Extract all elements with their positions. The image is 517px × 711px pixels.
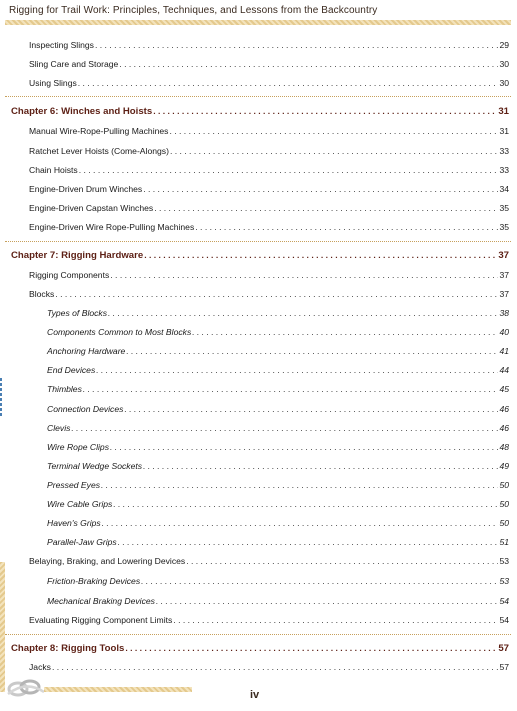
toc-entry[interactable]: Engine-Driven Capstan Winches . . . 35 <box>29 203 509 213</box>
toc-chapter-heading[interactable]: Chapter 8: Rigging Tools . . . 57 <box>11 643 509 654</box>
toc-subentry[interactable]: Thimbles . . . 45 <box>47 384 509 394</box>
toc-entry[interactable]: Blocks . . . 37 <box>29 289 509 299</box>
toc-subentry[interactable]: Components Common to Most Blocks . . . 40 <box>47 327 509 337</box>
toc-entry[interactable]: Engine-Driven Wire Rope-Pulling Machines . . . 35 <box>29 222 509 232</box>
toc-subentry[interactable]: End Devices . . . 44 <box>47 365 509 375</box>
toc-entry[interactable]: Using Slings . . . 30 <box>29 78 509 88</box>
toc-subentry[interactable]: Types of Blocks . . . 38 <box>47 308 509 318</box>
toc-entry[interactable]: Jacks . . . 57 <box>29 662 509 672</box>
section-divider <box>5 241 511 243</box>
toc-entry[interactable]: Inspecting Slings . . . 29 <box>29 40 509 50</box>
toc-entry[interactable]: Manual Wire-Rope-Pulling Machines . . . 31 <box>29 126 509 136</box>
rope-knot-icon <box>6 676 46 698</box>
section-divider <box>5 634 511 636</box>
toc-entry[interactable]: Belaying, Braking, and Lowering Devices . . . 53 <box>29 556 509 566</box>
toc-chapter-heading[interactable]: Chapter 7: Rigging Hardware . . . 37 <box>11 250 509 261</box>
toc-chapter-heading[interactable]: Chapter 6: Winches and Hoists . . . 31 <box>11 106 509 117</box>
running-header: Rigging for Trail Work: Principles, Techniques, and Lessons from the Backcountry <box>9 5 378 16</box>
toc-entry[interactable]: Chain Hoists . . . 33 <box>29 165 509 175</box>
toc-entry[interactable]: Evaluating Rigging Component Limits . . . 54 <box>29 615 509 625</box>
toc-subentry[interactable]: Parallel-Jaw Grips . . . 51 <box>47 537 509 547</box>
toc-subentry[interactable]: Friction-Braking Devices . . . 53 <box>47 576 509 586</box>
rope-border-bottom <box>44 687 192 692</box>
section-divider <box>5 96 511 98</box>
toc-subentry[interactable]: Wire Rope Clips . . . 48 <box>47 442 509 452</box>
toc-entry[interactable]: Ratchet Lever Hoists (Come-Alongs) . . . 33 <box>29 146 509 156</box>
toc-subentry[interactable]: Haven's Grips . . . 50 <box>47 518 509 528</box>
toc-subentry[interactable]: Mechanical Braking Devices . . . 54 <box>47 596 509 606</box>
toc-subentry[interactable]: Anchoring Hardware . . . 41 <box>47 346 509 356</box>
toc-subentry[interactable]: Connection Devices . . . 46 <box>47 404 509 414</box>
toc-entry[interactable]: Rigging Components . . . 37 <box>29 270 509 280</box>
toc-subentry[interactable]: Wire Cable Grips . . . 50 <box>47 499 509 509</box>
toc-entry[interactable]: Engine-Driven Drum Winches . . . 34 <box>29 184 509 194</box>
toc-entry[interactable]: Sling Care and Storage . . . 30 <box>29 59 509 69</box>
side-tab-marker <box>0 378 2 418</box>
toc-subentry[interactable]: Pressed Eyes . . . 50 <box>47 480 509 490</box>
toc-subentry[interactable]: Terminal Wedge Sockets . . . 49 <box>47 461 509 471</box>
rope-border-side <box>0 562 5 692</box>
rope-border-top <box>5 20 511 25</box>
toc-subentry[interactable]: Clevis . . . 46 <box>47 423 509 433</box>
page-number: iv <box>250 689 260 701</box>
